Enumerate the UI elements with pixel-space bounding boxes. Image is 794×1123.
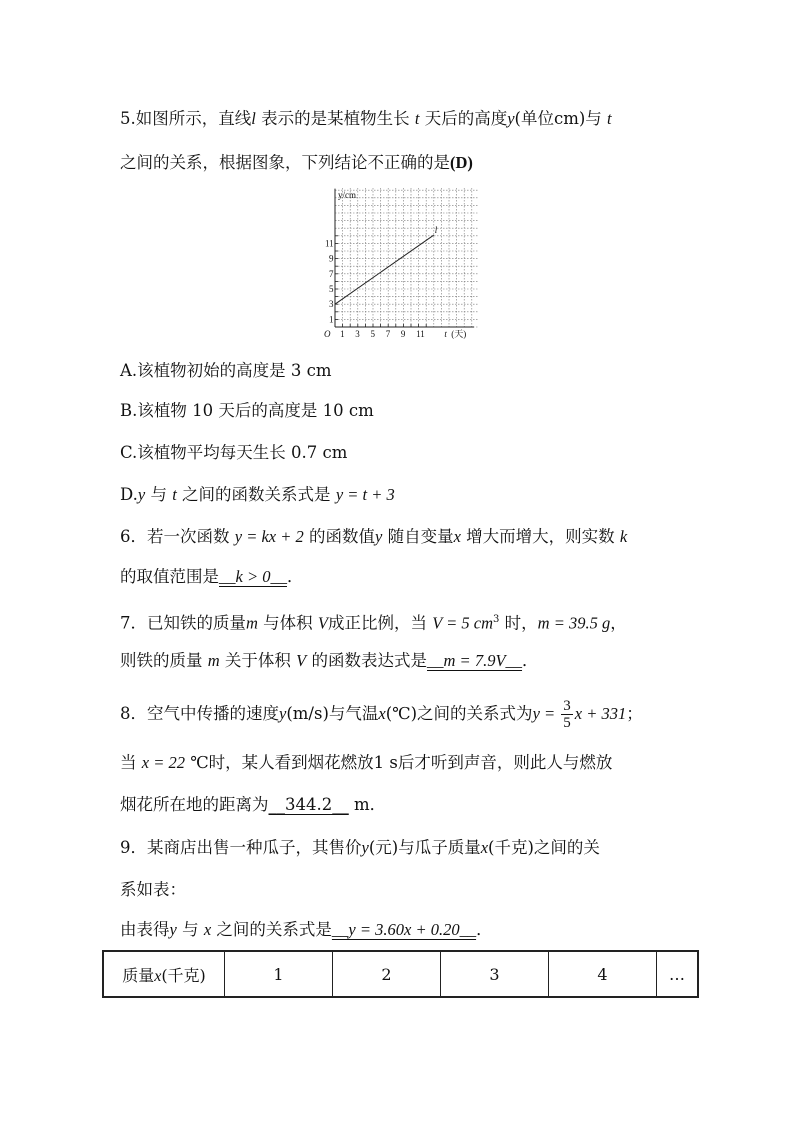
x-axis-label-unit: (天) [451,329,467,339]
x-tick-label: 1 [340,329,345,339]
option-a-text: A.该植物初始的高度是 3 cm [120,361,332,380]
q5-option-d [120,484,395,506]
var-V: V [317,613,329,633]
var-y: y [507,109,515,128]
var-x: x [378,704,386,723]
var-x: x [480,838,489,857]
q6-line1 [120,526,627,548]
x-tick-label: 9 [400,329,406,339]
table-cell: 1 [225,951,333,997]
q7-text-g: 的函数表达式是 [306,651,428,670]
q8-line2 [120,752,612,774]
q5-text-d: (单位cm)与 [514,109,602,128]
q5-question-stem: 之间的关系，根据图象，下列结论不正确的是 [120,153,450,172]
q7-volume: V = 5 cm [432,613,494,633]
header-unit: (千克) [161,965,206,985]
q7-text-b: 与体积 [257,613,318,633]
fraction-denominator: 5 [563,715,571,731]
q9-line1 [120,837,600,859]
mass-table [102,950,699,998]
option-d-text-b: 之间的函数关系式是 [176,485,336,504]
var-y: y [169,920,177,939]
q8-answer: __344.2__ [268,795,349,814]
q7-line2 [120,650,539,672]
q7-text-a: 7．已知铁的质量 [120,613,246,633]
q8-unit: m． [348,795,387,814]
q5-line2 [120,152,473,174]
q9-answer: __y = 3.60x + 0.20__ [331,920,477,939]
q5-line1 [120,108,612,130]
q8-temp: x = 22 [141,753,185,772]
var-y: y [375,527,383,546]
q9-text-a: 9．某商店出售一种瓜子，其售价 [120,838,362,857]
q6-period: ． [286,567,304,586]
table-cell: … [657,951,699,997]
q6-text-d: 增大而增大，则实数 [460,527,620,546]
table-cell: 3 [441,951,549,997]
x-axis-label-var: t [444,329,447,339]
q9-text-e: 由表得 [120,920,170,939]
q8-text-b: (m/s)与气温 [286,704,379,723]
option-c-text: C.该植物平均每天生长 0.7 cm [120,443,348,462]
x-tick-label: 5 [370,329,375,339]
var-y: y [137,485,146,504]
var-k: k [619,527,628,546]
var-x: x [453,527,461,546]
option-d-label: D. [120,485,138,504]
q9-text-d: 系如表： [120,880,186,899]
var-m: m [207,651,220,670]
fraction-numerator: 3 [563,698,571,714]
q8-line3 [120,794,386,816]
option-d-text-a: 与 [145,485,173,504]
table-cell: 4 [549,951,657,997]
q7-comma: ， [610,613,627,633]
var-x: x [154,967,162,985]
q5-text-a: 5.如图所示，直线 [120,109,252,128]
q9-line2 [120,879,186,901]
q7-period: ． [522,651,539,670]
cube-superscript: 3 [493,614,500,625]
y-tick-label: 3 [329,299,334,310]
q9-text-c: (千克)之间的关 [488,838,600,857]
q7-mass: m = 39.5 g [537,613,611,633]
q5-text-b: 表示的是某植物生长 [261,109,410,128]
q9-period: ． [476,920,493,939]
line-l [335,235,434,304]
q7-text-d: 时， [499,613,538,633]
q8-text-a: 8．空气中传播的速度 [120,704,279,723]
q6-formula: y = kx + 2 [234,527,304,546]
q7-text-c: 成正比例，当 [328,613,433,633]
y-axis-label: y/cm [338,190,356,200]
q7-line1 [120,609,627,635]
var-t: t [172,485,177,504]
var-l: l [251,109,256,128]
q6-text-e: 的取值范围是 [120,567,219,586]
y-tick-label: 5 [329,284,334,294]
q6-text-c: 随自变量 [382,527,454,546]
q8-text-c: (℃)之间的关系式为 [385,704,533,723]
var-t: t [607,109,612,128]
var-x: x [203,920,212,939]
table-header-cell [103,951,225,997]
var-V: V [296,651,307,670]
q5-answer: (D) [450,153,473,172]
y-tick-label: 9 [329,253,334,264]
q9-text-g: 之间的关系式是 [211,920,332,939]
q9-line3 [120,919,493,941]
x-tick-label: 7 [385,329,391,339]
line-l-label: l [434,225,438,236]
q7-answer: __m = 7.9V__ [427,651,523,670]
x-tick-label: 11 [416,329,425,339]
table-cell: 2 [333,951,441,997]
var-m: m [246,613,258,633]
var-y: y [279,704,287,723]
q7-text-e: 则铁的质量 [120,651,208,670]
q6-answer: __k > 0__ [219,567,287,586]
var-t: t [414,109,420,128]
var-y: y [361,838,369,857]
q6-text-a: 6．若一次函数 [120,527,235,546]
y-tick-label: 11 [325,238,334,249]
q8-formula-rhs: x + 331 [574,704,627,723]
header-text: 质量 [122,965,155,985]
option-b-text: B.该植物 10 天后的高度是 10 cm [120,401,374,420]
table-row [103,951,698,997]
q8-semicolon: ； [626,704,643,723]
q6-text-b: 的函数值 [303,527,375,546]
growth-graph [318,186,478,341]
option-d-formula: y = t + 3 [335,485,395,504]
q5-option-c [120,442,347,464]
fraction [561,698,573,731]
q8-text-d: 当 [120,753,142,772]
q8-text-e: ℃时，某人看到烟花燃放1 s后才听到声音，则此人与燃放 [184,753,613,772]
q6-line2 [120,566,303,588]
q8-text-f: 烟花所在地的距离为 [120,795,269,814]
q9-text-b: (元)与瓜子质量 [368,838,481,857]
q5-option-a [120,360,332,382]
q7-text-f: 关于体积 [219,651,297,670]
origin-label: O [324,329,331,339]
q5-option-b [120,400,374,422]
q8-line1 [120,698,643,731]
x-tick-label: 3 [355,329,360,339]
y-tick-label: 1 [329,314,334,325]
q8-formula-lhs: y = [532,704,560,723]
q9-text-f: 与 [176,920,204,939]
q5-text-c: 天后的高度 [424,109,508,128]
y-tick-label: 7 [329,268,334,279]
